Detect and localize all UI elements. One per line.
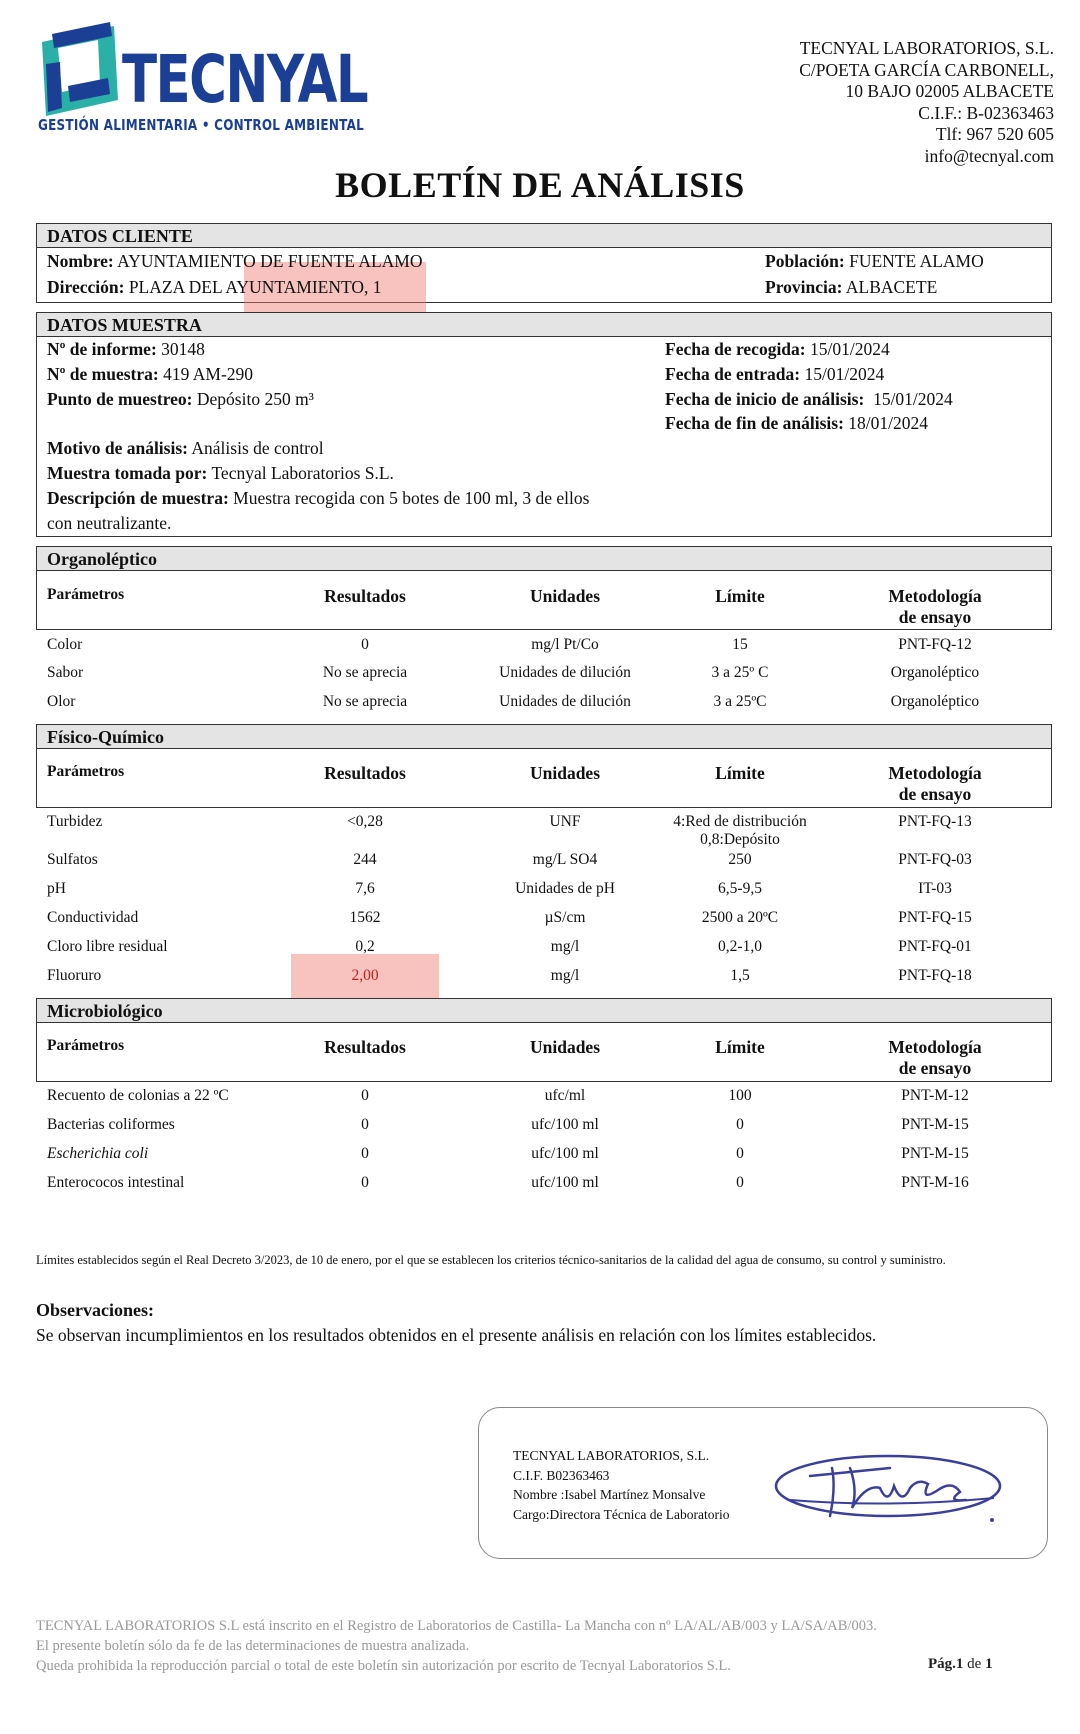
sample-description-cont: con neutralizante. bbox=[47, 513, 172, 533]
svg-text:TECNYAL: TECNYAL bbox=[121, 40, 368, 118]
unit-cell: ufc/ml bbox=[544, 1087, 586, 1104]
col-header-method: Metodología de ensayo bbox=[888, 1037, 982, 1078]
unit-cell: Unidades de dilución bbox=[499, 693, 631, 710]
client-section-header: DATOS CLIENTE bbox=[37, 224, 1051, 248]
unit-cell: mg/L SO4 bbox=[532, 851, 598, 868]
signature-cif: C.I.F. B02363463 bbox=[513, 1467, 610, 1483]
result-cell: 7,6 bbox=[355, 880, 375, 897]
unit-cell: mg/l bbox=[550, 938, 580, 955]
handwritten-signature bbox=[770, 1428, 1010, 1538]
result-cell: No se aprecia bbox=[322, 693, 408, 710]
col-header-units: Unidades bbox=[529, 586, 601, 606]
param-cell: Turbidez bbox=[47, 813, 103, 830]
result-cell: 0 bbox=[361, 636, 369, 653]
micro-section-header: Microbiológico bbox=[37, 999, 1051, 1023]
col-header-params: Parámetros bbox=[47, 763, 125, 780]
col-header-params: Parámetros bbox=[47, 586, 125, 603]
limit-cell: 1,5 bbox=[730, 967, 750, 984]
unit-cell: mg/l bbox=[550, 967, 580, 984]
col-header-results: Resultados bbox=[324, 586, 406, 606]
col-header-method: Metodología de ensayo bbox=[888, 586, 982, 627]
limit-cell: 0 bbox=[736, 1116, 744, 1133]
unit-cell: ufc/100 ml bbox=[531, 1174, 599, 1191]
unit-cell: mg/l Pt/Co bbox=[531, 636, 599, 653]
observations-text: Se observan incumplimientos en los resultados obtenidos en el presente análisis en relación con los límites establecidos. bbox=[36, 1325, 877, 1345]
method-cell: PNT-FQ-12 bbox=[898, 636, 972, 653]
physchem-section-header: Físico-Químico bbox=[37, 725, 1051, 749]
col-header-limit: Límite bbox=[715, 1037, 765, 1057]
col-header-params: Parámetros bbox=[47, 1037, 125, 1054]
param-cell: Sabor bbox=[47, 664, 84, 681]
param-cell: Bacterias coliformes bbox=[47, 1116, 175, 1133]
sample-description: Descripción de muestra: Muestra recogida con 5 botes de 100 ml, 3 de ellos bbox=[47, 488, 590, 508]
limit-cell: 4:Red de distribución bbox=[673, 813, 807, 830]
client-town: Población: FUENTE ALAMO bbox=[765, 251, 984, 271]
method-cell: PNT-M-16 bbox=[901, 1174, 969, 1191]
col-header-units: Unidades bbox=[529, 763, 601, 783]
unit-cell: Unidades de dilución bbox=[499, 664, 631, 681]
analysis-start-date: Fecha de inicio de análisis: 15/01/2024 bbox=[665, 389, 953, 409]
signature-role: Cargo:Directora Técnica de Laboratorio bbox=[513, 1506, 730, 1522]
signature-name: Nombre :Isabel Martínez Monsalve bbox=[513, 1487, 706, 1502]
result-cell: 0 bbox=[361, 1174, 369, 1191]
result-cell: 1562 bbox=[349, 909, 381, 926]
result-cell: 244 bbox=[353, 851, 377, 868]
company-line: Tlf: 967 520 605 bbox=[935, 124, 1054, 144]
param-cell: Conductividad bbox=[47, 909, 139, 926]
limit-cell: 250 bbox=[728, 851, 752, 868]
result-cell: 0 bbox=[361, 1116, 369, 1133]
method-cell: IT-03 bbox=[918, 880, 952, 897]
client-province: Provincia: ALBACETE bbox=[765, 277, 938, 297]
method-cell: PNT-M-12 bbox=[901, 1087, 969, 1104]
col-header-limit: Límite bbox=[715, 763, 765, 783]
unit-cell: UNF bbox=[549, 813, 581, 830]
signature-company: TECNYAL LABORATORIOS, S.L. bbox=[513, 1448, 710, 1463]
limit-cell: 2500 a 20ºC bbox=[701, 909, 779, 926]
footer-line: TECNYAL LABORATORIOS S.L está inscrito en el Registro de Laboratorios de Castilla- La Mancha con nº LA/AL/AB/003 y LA/SA/AB/003. bbox=[36, 1618, 877, 1634]
footer-line: El presente boletín sólo da fe de las determinaciones de muestra analizada. bbox=[36, 1638, 470, 1654]
unit-cell: Unidades de pH bbox=[515, 880, 615, 897]
col-header-method: Metodología de ensayo bbox=[888, 763, 982, 804]
method-cell: PNT-FQ-18 bbox=[898, 967, 972, 984]
result-cell: 0 bbox=[361, 1087, 369, 1104]
limit-cell: 100 bbox=[728, 1087, 752, 1104]
logo-tagline: GESTIÓN ALIMENTARIA • CONTROL AMBIENTAL bbox=[38, 116, 365, 134]
unit-cell: µS/cm bbox=[544, 909, 586, 926]
organoleptic-section-header: Organoléptico bbox=[37, 547, 1051, 571]
limit-cell-line2: 0,8:Depósito bbox=[700, 831, 780, 848]
sample-taken-by: Muestra tomada por: Tecnyal Laboratorios S.L. bbox=[47, 463, 394, 483]
method-cell: PNT-M-15 bbox=[901, 1116, 969, 1133]
observations-title: Observaciones: bbox=[36, 1300, 154, 1320]
company-info bbox=[799, 38, 1054, 167]
method-cell: PNT-FQ-13 bbox=[898, 813, 972, 830]
method-cell: Organoléptico bbox=[890, 664, 980, 681]
result-cell: 2,00 bbox=[351, 967, 379, 984]
company-email: info@tecnyal.com bbox=[924, 145, 1054, 166]
param-cell: Enterococos intestinal bbox=[47, 1174, 185, 1191]
signature-details bbox=[513, 1446, 730, 1524]
result-cell: No se aprecia bbox=[322, 664, 408, 681]
entry-date: Fecha de entrada: 15/01/2024 bbox=[665, 364, 885, 384]
param-cell: Color bbox=[47, 636, 83, 653]
limit-cell: 6,5-9,5 bbox=[718, 880, 762, 897]
company-line: 10 BAJO 02005 ALBACETE bbox=[845, 81, 1054, 101]
client-name: Nombre: AYUNTAMIENTO DE FUENTE ALAMO bbox=[47, 251, 423, 271]
result-cell: 0,2 bbox=[355, 938, 375, 955]
limit-cell: 0 bbox=[736, 1174, 744, 1191]
company-line: C.I.F.: B-02363463 bbox=[918, 102, 1054, 123]
col-header-limit: Límite bbox=[715, 586, 765, 606]
document-title: BOLETÍN DE ANÁLISIS bbox=[335, 165, 745, 205]
method-cell: PNT-FQ-01 bbox=[898, 938, 972, 955]
param-cell: pH bbox=[47, 880, 66, 897]
page-number: Pág.1 de 1 bbox=[928, 1656, 993, 1672]
result-cell: 0 bbox=[361, 1145, 369, 1162]
sample-number: Nº de muestra: 419 AM-290 bbox=[47, 364, 254, 384]
analysis-end-date: Fecha de fin de análisis: 18/01/2024 bbox=[665, 413, 929, 433]
limit-cell: 0,2-1,0 bbox=[718, 938, 762, 955]
client-address: Dirección: PLAZA DEL AYUNTAMIENTO, 1 bbox=[47, 277, 382, 297]
company-line: C/POETA GARCÍA CARBONELL, bbox=[799, 59, 1054, 80]
report-number: Nº de informe: 30148 bbox=[47, 339, 205, 359]
unit-cell: ufc/100 ml bbox=[531, 1145, 599, 1162]
method-cell: PNT-FQ-15 bbox=[898, 909, 972, 926]
limit-cell: 15 bbox=[732, 636, 748, 653]
col-header-results: Resultados bbox=[324, 1037, 406, 1057]
collection-date: Fecha de recogida: 15/01/2024 bbox=[665, 339, 890, 359]
col-header-units: Unidades bbox=[529, 1037, 601, 1057]
param-cell: Olor bbox=[47, 693, 76, 710]
param-cell: Sulfatos bbox=[47, 851, 98, 868]
sample-section-header: DATOS MUESTRA bbox=[37, 313, 1051, 337]
col-header-results: Resultados bbox=[324, 763, 406, 783]
method-cell: Organoléptico bbox=[890, 693, 980, 710]
footer bbox=[36, 1616, 877, 1676]
limit-cell: 3 a 25º C bbox=[711, 664, 769, 681]
unit-cell: ufc/100 ml bbox=[531, 1116, 599, 1133]
param-cell: Escherichia coli bbox=[47, 1145, 149, 1162]
result-cell: <0,28 bbox=[347, 813, 383, 830]
legal-note: Límites establecidos según el Real Decreto 3/2023, de 10 de enero, por el que se establecen los criterios técnico-sanitarios de la calidad del agua de consumo, su control y suministro. bbox=[36, 1253, 946, 1267]
method-cell: PNT-FQ-03 bbox=[898, 851, 972, 868]
sampling-point: Punto de muestreo: Depósito 250 m³ bbox=[47, 389, 314, 409]
analysis-reason: Motivo de análisis: Análisis de control bbox=[47, 438, 324, 458]
limit-cell: 0 bbox=[736, 1145, 744, 1162]
method-cell: PNT-M-15 bbox=[901, 1145, 969, 1162]
param-cell: Fluoruro bbox=[47, 967, 102, 984]
param-cell: Cloro libre residual bbox=[47, 938, 168, 955]
param-cell: Recuento de colonias a 22 ºC bbox=[47, 1087, 229, 1104]
company-line: TECNYAL LABORATORIOS, S.L. bbox=[799, 38, 1054, 58]
footer-line: Queda prohibida la reproducción parcial o total de este boletín sin autorización por escrito de Tecnyal Laboratorios S.L. bbox=[36, 1658, 731, 1674]
limit-cell: 3 a 25ºC bbox=[713, 693, 767, 710]
